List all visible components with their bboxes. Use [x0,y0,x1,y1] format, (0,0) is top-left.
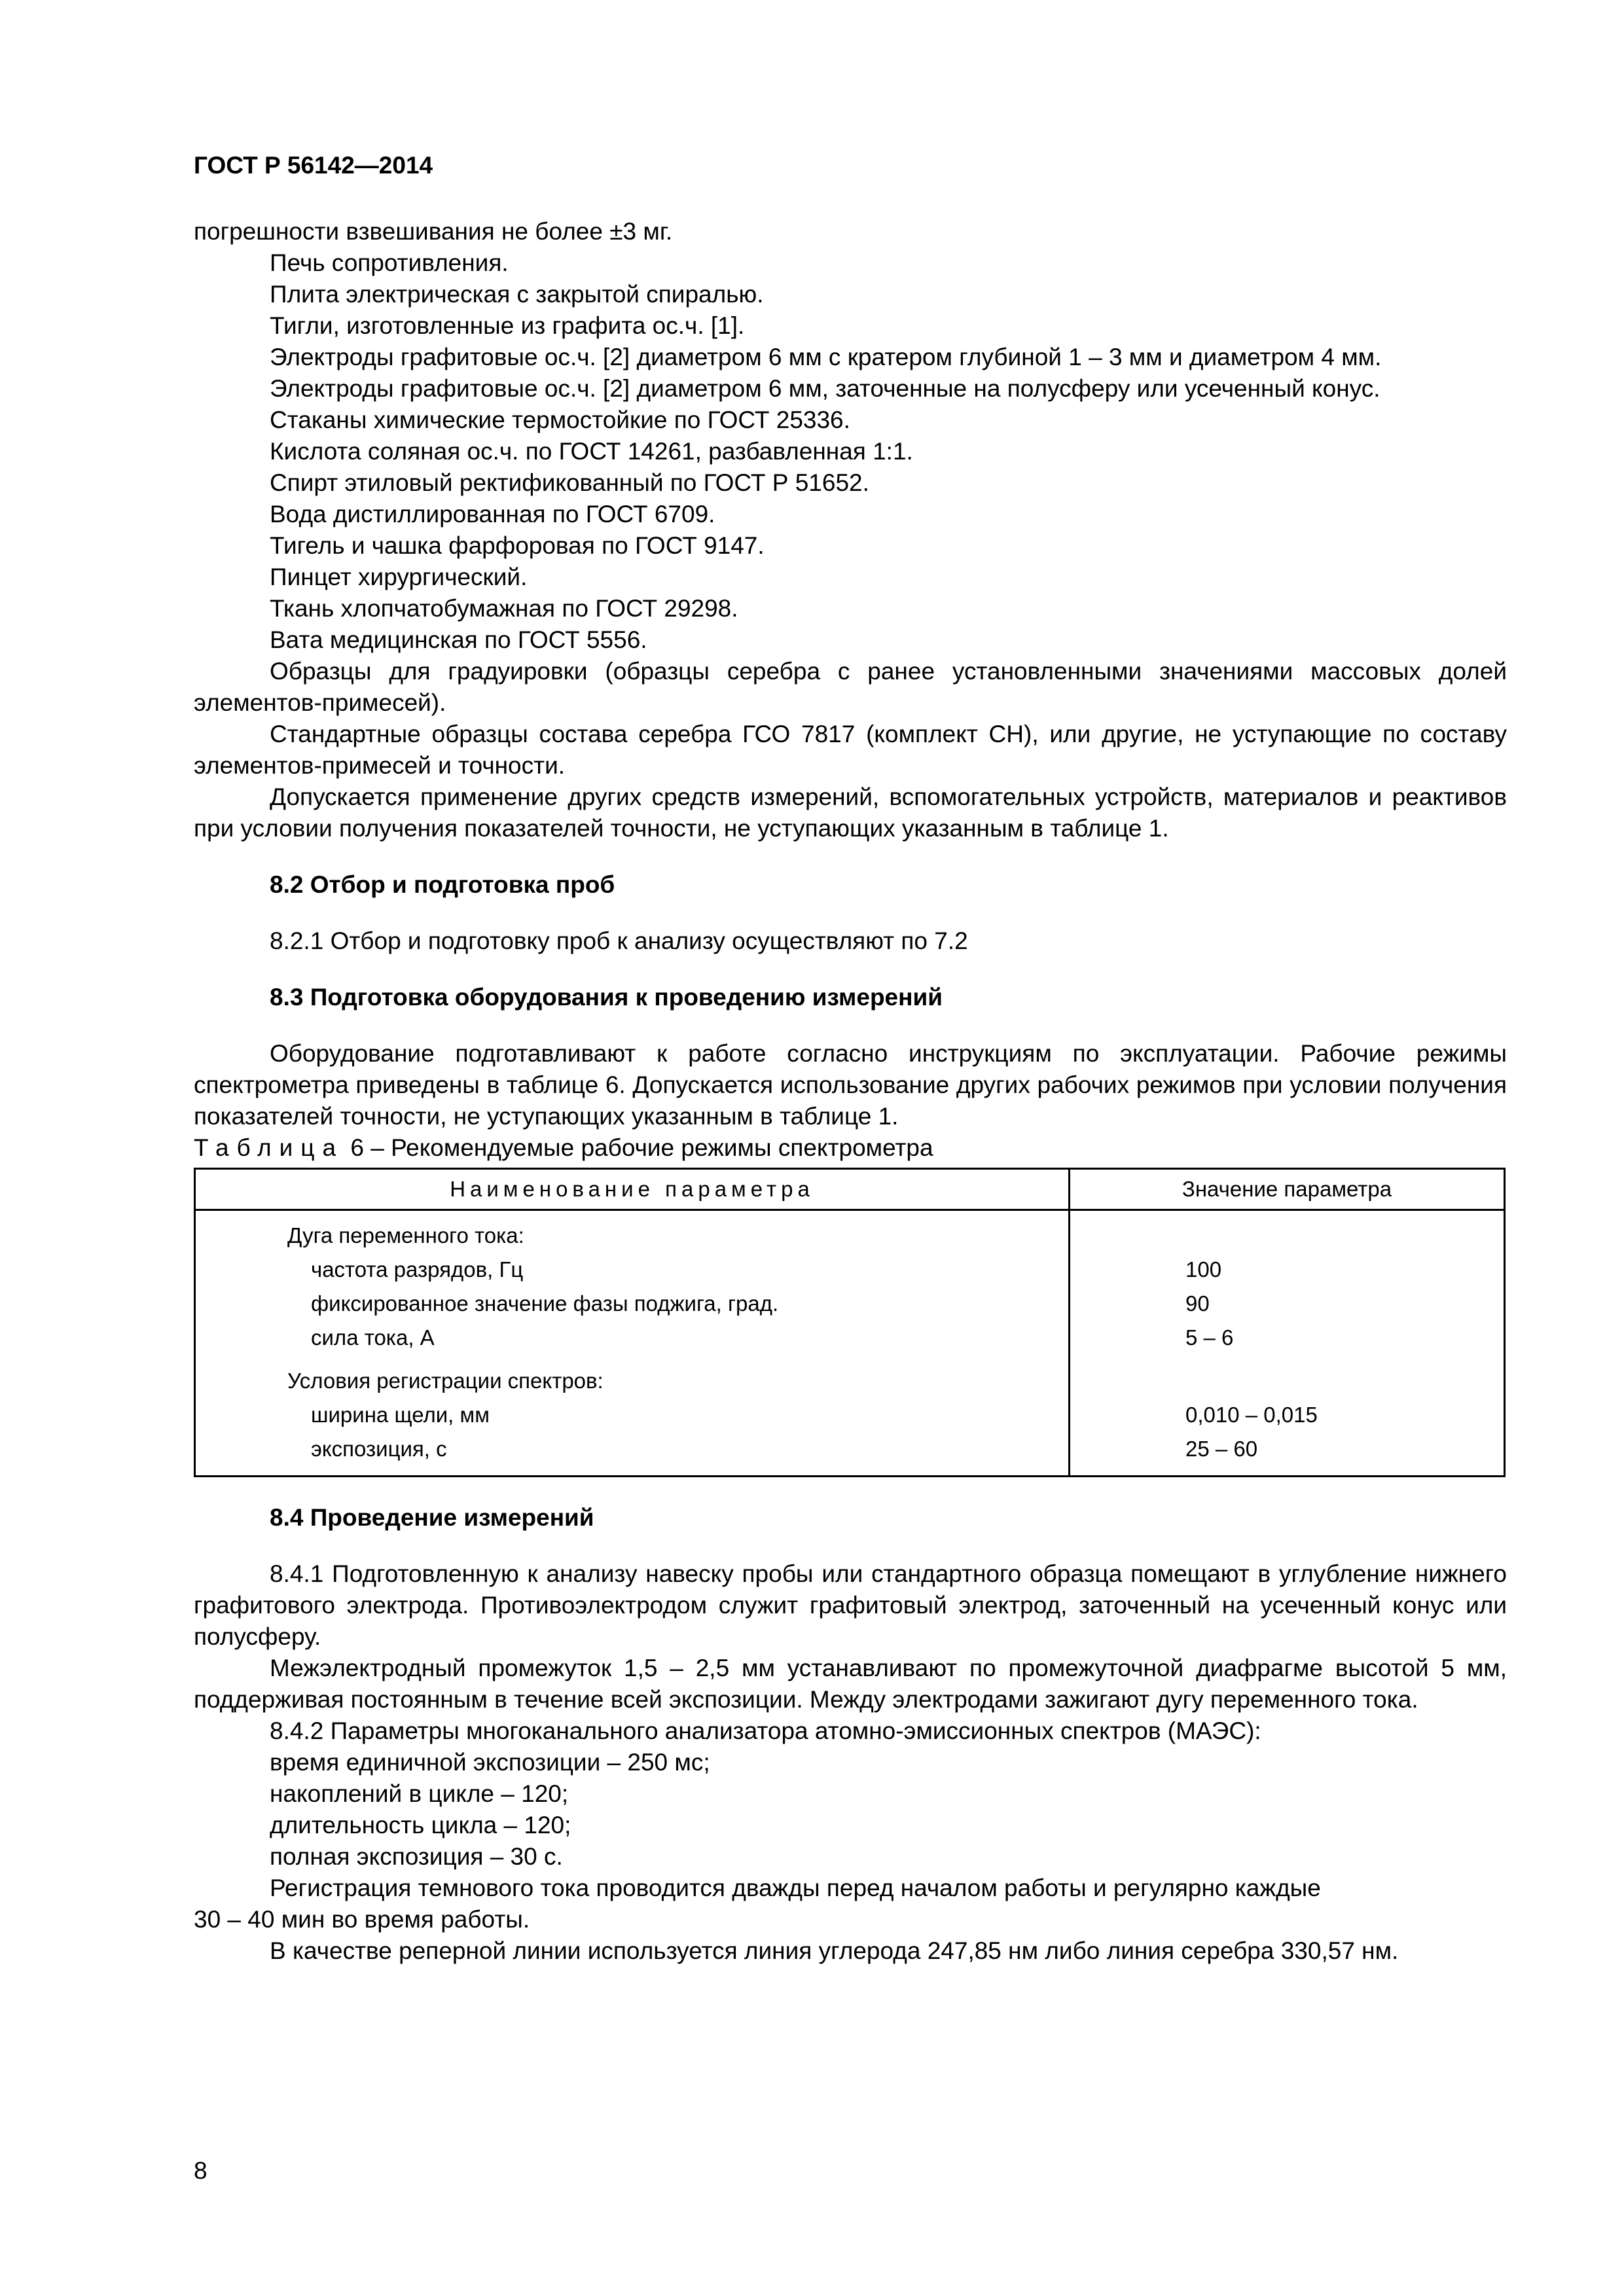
table-row [195,1287,1505,1321]
parameter-value: 100 [1070,1253,1505,1287]
list-item: Кислота соляная ос.ч. по ГОСТ 14261, разбавленная 1:1. [270,438,913,465]
paragraph: В качестве реперной линии используется линия углерода 247,85 нм либо линия серебра 330,57 нм. [270,1937,1399,1964]
table-row [195,1432,1505,1477]
list-item: Тигли, изготовленные из графита ос.ч. [1]. [270,312,745,339]
list-item: Ткань хлопчатобумажная по ГОСТ 29298. [270,595,738,622]
paragraph-8-4-1: 8.4.1 Подготовленную к анализу навеску пробы или стандартного образца помещают в углубление нижнего графитового электрода. Противоэлектродом служит графитовый электрод, заточенный на усеченный конус или полусферу. [194,1560,1507,1650]
list-item: Спирт этиловый ректификованный по ГОСТ Р 51652. [270,469,869,496]
list-item: время единичной экспозиции – 250 мс; [270,1749,710,1776]
page-number: 8 [194,2157,208,2184]
table-row [195,1253,1505,1287]
group-title: Условия регистрации спектров: [287,1369,604,1393]
table-group-row [195,1210,1505,1253]
list-item: Стаканы химические термостойкие по ГОСТ 25336. [270,406,850,433]
parameter-name: сила тока, А [311,1325,435,1350]
paragraph-8-4-2: 8.4.2 Параметры многоканального анализатора атомно-эмиссионных спектров (МАЭС): [270,1717,1261,1744]
parameter-value: 90 [1070,1287,1505,1321]
table-group-row [195,1355,1505,1398]
list-item: длительность цикла – 120; [270,1812,571,1839]
section-heading-8-2: 8.2 Отбор и подготовка проб [270,871,615,898]
table-row [195,1321,1505,1355]
section-heading-8-4: 8.4 Проведение измерений [270,1504,594,1531]
parameter-name: экспозиция, с [311,1437,447,1461]
table-header-row [195,1169,1505,1210]
group-title: Дуга переменного тока: [287,1223,524,1247]
table-caption [194,1132,1507,1164]
list-item: Образцы для градуировки (образцы серебра с ранее установленными значениями массовых долей элементов-примесей). [194,658,1507,716]
list-item: Плита электрическая с закрытой спиралью. [270,281,764,308]
table-caption-label: Таблица [194,1134,344,1161]
parameters-table [194,1168,1506,1477]
list-item: Допускается применение других средств измерений, вспомогательных устройств, материалов и реактивов при условии получения показателей точности, не уступающих указанным в таблице 1. [194,783,1507,842]
column-header-parameter-name: Наименование параметра [195,1169,1070,1210]
list-item: Электроды графитовые ос.ч. [2] диаметром 6 мм с кратером глубиной 1 – 3 мм и диаметром 4 мм. [270,344,1382,370]
parameter-name: частота разрядов, Гц [311,1257,524,1282]
list-item: полная экспозиция – 30 с. [270,1843,563,1870]
standard-code-header: ГОСТ Р 56142—2014 [194,152,433,179]
table-row [195,1398,1505,1432]
list-item: Электроды графитовые ос.ч. [2] диаметром 6 мм, заточенные на полусферу или усеченный конус. [270,375,1380,402]
paragraph: Межэлектродный промежуток 1,5 – 2,5 мм устанавливают по промежуточной диафрагме высотой 5 мм, поддерживая постоянным в течение всей экспозиции. Между электродами зажигают дугу переменного тока. [194,1655,1507,1713]
paragraph-8-3: Оборудование подготавливают к работе согласно инструкциям по эксплуатации. Рабочие режимы спектрометра приведены в таблице 6. Допускается использование других рабочих режимов при условии получения показателей точности, не уступающих указанным в таблице 1. [194,1040,1507,1130]
list-item: накоплений в цикле – 120; [270,1780,569,1807]
list-item: Стандартные образцы состава серебра ГСО 7817 (комплект СН), или другие, не уступающие по составу элементов-примесей и точности. [194,721,1507,779]
paragraph: 30 – 40 мин во время работы. [194,1906,530,1933]
parameter-name: фиксированное значение фазы поджига, град. [311,1291,779,1316]
paragraph: погрешности взвешивания не более ±3 мг. [194,218,673,245]
column-header-parameter-value: Значение параметра [1070,1169,1505,1210]
table-caption-text: 6 – Рекомендуемые рабочие режимы спектрометра [344,1134,933,1161]
list-item: Тигель и чашка фарфоровая по ГОСТ 9147. [270,532,765,559]
list-item: Вата медицинская по ГОСТ 5556. [270,626,647,653]
paragraph: Регистрация темнового тока проводится дважды перед началом работы и регулярно каждые [270,1874,1321,1901]
parameter-value: 5 – 6 [1070,1321,1505,1355]
list-item: Вода дистиллированная по ГОСТ 6709. [270,501,715,528]
parameter-name: ширина щели, мм [311,1403,490,1427]
list-item: Печь сопротивления. [270,249,509,276]
page-content [194,216,1507,1967]
paragraph-8-2-1: 8.2.1 Отбор и подготовку проб к анализу осуществляют по 7.2 [270,927,968,954]
section-heading-8-3: 8.3 Подготовка оборудования к проведению измерений [270,984,943,1011]
parameter-value: 25 – 60 [1070,1432,1505,1477]
list-item: Пинцет хирургический. [270,564,528,590]
parameter-value: 0,010 – 0,015 [1070,1398,1505,1432]
